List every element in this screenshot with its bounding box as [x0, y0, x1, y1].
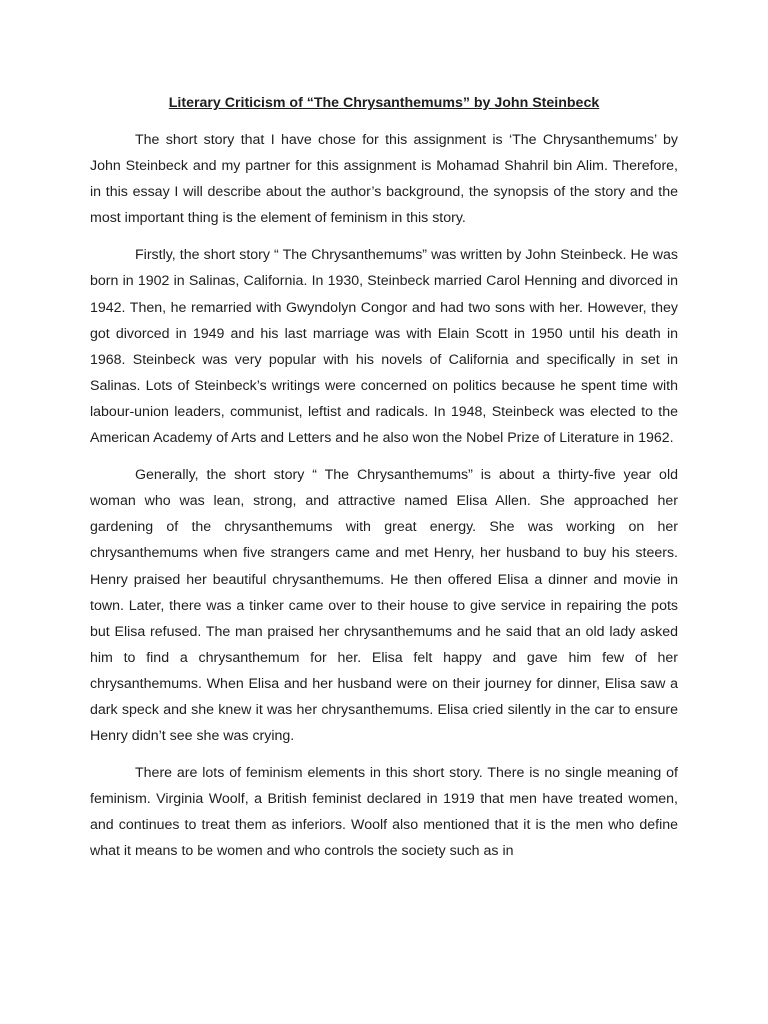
paragraph-feminism: There are lots of feminism elements in this short story. There is no single meaning of feminism. Virginia Woolf, a British feminist declared in 1919 that men have treated women, and continues to treat them as inferiors. Woolf also mentioned that it is the men who define what it means to be women and who controls the society such as in [90, 765, 678, 860]
paragraph-synopsis: Generally, the short story “ The Chrysanthemums” is about a thirty-five year old woman who was lean, strong, and attractive named Elisa Allen. She approached her gardening of the chrysanthemums with great energy. She was working on her chrysanthemums when five strangers came and met Henry, her husband to buy his steers. Henry praised her beautiful chrysanthemums. He then offered Elisa a dinner and movie in town. Later, there was a tinker came over to their house to give service in repairing the pots but Elisa refused. The man praised her chrysanthemums and he said that an old lady asked him to find a chrysanthemum for her. Elisa felt happy and gave him few of her chrysanthemums. When Elisa and her husband were on their journey for dinner, Elisa saw a dark speck and she knew it was her chrysanthemums. Elisa cried silently in the car to ensure Henry didn’t see she was crying. [90, 467, 678, 745]
paragraph-introduction: The short story that I have chose for this assignment is ‘The Chrysanthemums’ by John Steinbeck and my partner for this assignment is Mohamad Shahril bin Alim. Therefore, in this essay I will describe about the author’s background, the synopsis of the story and the most important thing is the element of feminism in this story. [90, 132, 678, 227]
document-title: Literary Criticism of “The Chrysanthemums” by John Steinbeck [168, 95, 600, 111]
paragraph-author-background: Firstly, the short story “ The Chrysanthemums” was written by John Steinbeck. He was born in 1902 in Salinas, California. In 1930, Steinbeck married Carol Henning and divorced in 1942. Then, he remarried with Gwyndolyn Congor and had two sons with her. However, they got divorced in 1949 and his last marriage was with Elain Scott in 1950 until his death in 1968. Steinbeck was very popular with his novels of California and specifically in set in Salinas. Lots of Steinbeck’s writings were concerned on politics because he spent time with labour-union leaders, communist, leftist and radicals. In 1948, Steinbeck was elected to the American Academy of Arts and Letters and he also won the Nobel Prize of Literature in 1962. [90, 247, 678, 447]
document-page [90, 92, 678, 876]
